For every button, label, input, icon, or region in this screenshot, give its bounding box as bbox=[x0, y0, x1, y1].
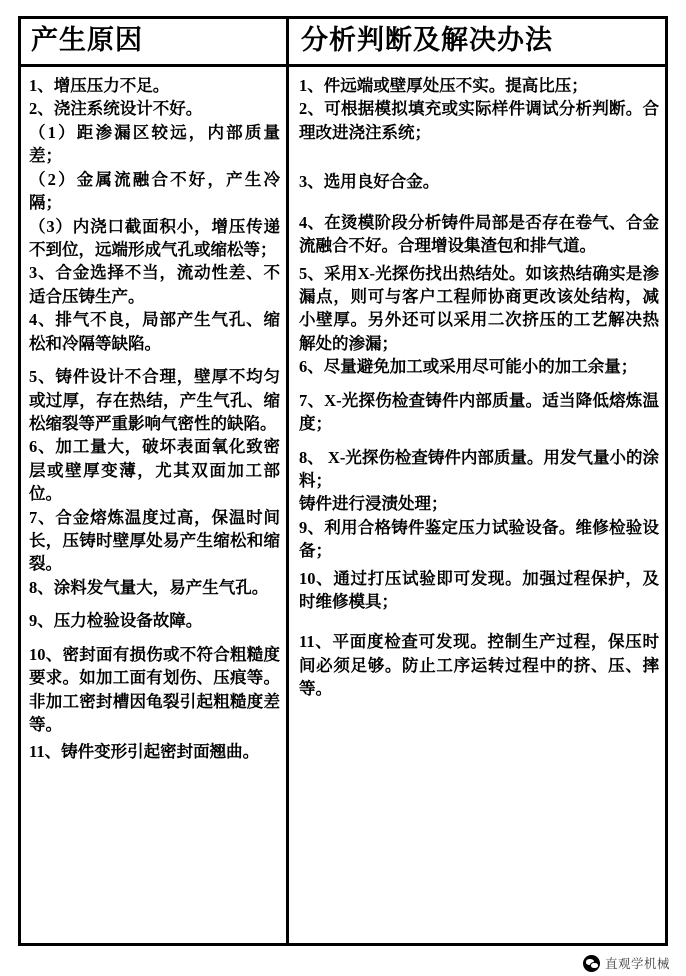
solution-item: 2、可根据模拟填充或实际样件调试分析判断。合理改进浇注系统； bbox=[299, 99, 659, 142]
solution-item: 铸件进行浸渍处理； bbox=[299, 494, 448, 514]
cause-item: 11、铸件变形引起密封面翘曲。 bbox=[29, 742, 260, 762]
solution-item: 4、在烫模阶段分析铸件局部是否存在卷气、合金流融合不好。合理增设集渣包和排气道。 bbox=[299, 212, 659, 256]
cause-item: 9、压力检验设备故障。 bbox=[29, 611, 203, 631]
cell-solutions bbox=[289, 67, 665, 943]
cause-item: （3）内浇口截面积小，增压传递不到位，远端形成气孔或缩松等； bbox=[29, 216, 280, 259]
table-body-row bbox=[21, 67, 665, 943]
table-inner bbox=[21, 19, 665, 943]
cause-item: 5、铸件设计不合理，壁厚不均匀或过厚，存在热结，产生气孔、缩松缩裂等严重影响气密性的缺陷。 bbox=[29, 367, 280, 433]
solution-item: 3、选用良好合金。 bbox=[299, 172, 440, 192]
cause-item: 2、浇注系统设计不好。 bbox=[29, 99, 203, 119]
cell-causes bbox=[21, 67, 289, 943]
solution-item: 8、 X-光探伤检查铸件内部质量。用发气量小的涂料； bbox=[299, 447, 659, 490]
cause-item: 8、涂料发气量大，易产生气孔。 bbox=[29, 577, 269, 597]
cause-item: （2）金属流融合不好，产生冷隔； bbox=[29, 169, 280, 213]
cause-item: 7、合金熔炼温度过高，保温时间长，压铸时壁厚处易产生缩松和缩裂。 bbox=[29, 507, 280, 574]
cause-item: 3、合金选择不当，流动性差、不适合压铸生产。 bbox=[29, 263, 280, 306]
cause-item: 1、增压压力不足。 bbox=[29, 76, 170, 96]
solution-item: 7、X-光探伤检查铸件内部质量。适当降低熔炼温度； bbox=[299, 390, 659, 434]
solution-item: 10、通过打压试验即可发现。加强过程保护，及时维修模具； bbox=[299, 568, 659, 612]
solution-item: 9、利用合格铸件鉴定压力试验设备。维修检验设备； bbox=[299, 517, 659, 561]
cause-item: 10、密封面有损伤或不符合粗糙度要求。如加工面有划伤、压痕等。非加工密封槽因龟裂引起粗糙度差等。 bbox=[29, 644, 280, 735]
solution-item: 1、件远端或壁厚处压不实。提高比压； bbox=[299, 76, 588, 96]
cause-item: （1）距渗漏区较远，内部质量差； bbox=[29, 122, 280, 166]
solution-item: 11、平面度检查可发现。控制生产过程，保压时间必须足够。防止工序运转过程中的挤、压、摔等。 bbox=[299, 632, 659, 699]
wechat-icon bbox=[583, 955, 600, 972]
header-cell-solution: 分析判断及解决办法 bbox=[301, 25, 553, 55]
watermark-label: 直观学机械 bbox=[604, 957, 670, 971]
header-cell-cause: 产生原因 bbox=[21, 19, 289, 64]
watermark-footer bbox=[583, 954, 670, 972]
solution-item: 6、尽量避免加工或采用尽可能小的加工余量； bbox=[299, 357, 638, 377]
cause-item: 4、排气不良，局部产生气孔、缩松和冷隔等缺陷。 bbox=[29, 310, 280, 353]
solution-item: 5、采用X-光探伤找出热结处。如该热结确实是渗漏点，则可与客户工程师协商更改该处结构，减小壁厚。另外还可以采用二次挤压的工艺解决热解处的渗漏； bbox=[299, 263, 659, 353]
table-header-row bbox=[21, 19, 665, 67]
cause-item: 6、加工量大，破坏表面氧化致密层或壁厚变薄，尤其双面加工部位。 bbox=[29, 437, 280, 504]
content-table bbox=[18, 16, 668, 946]
